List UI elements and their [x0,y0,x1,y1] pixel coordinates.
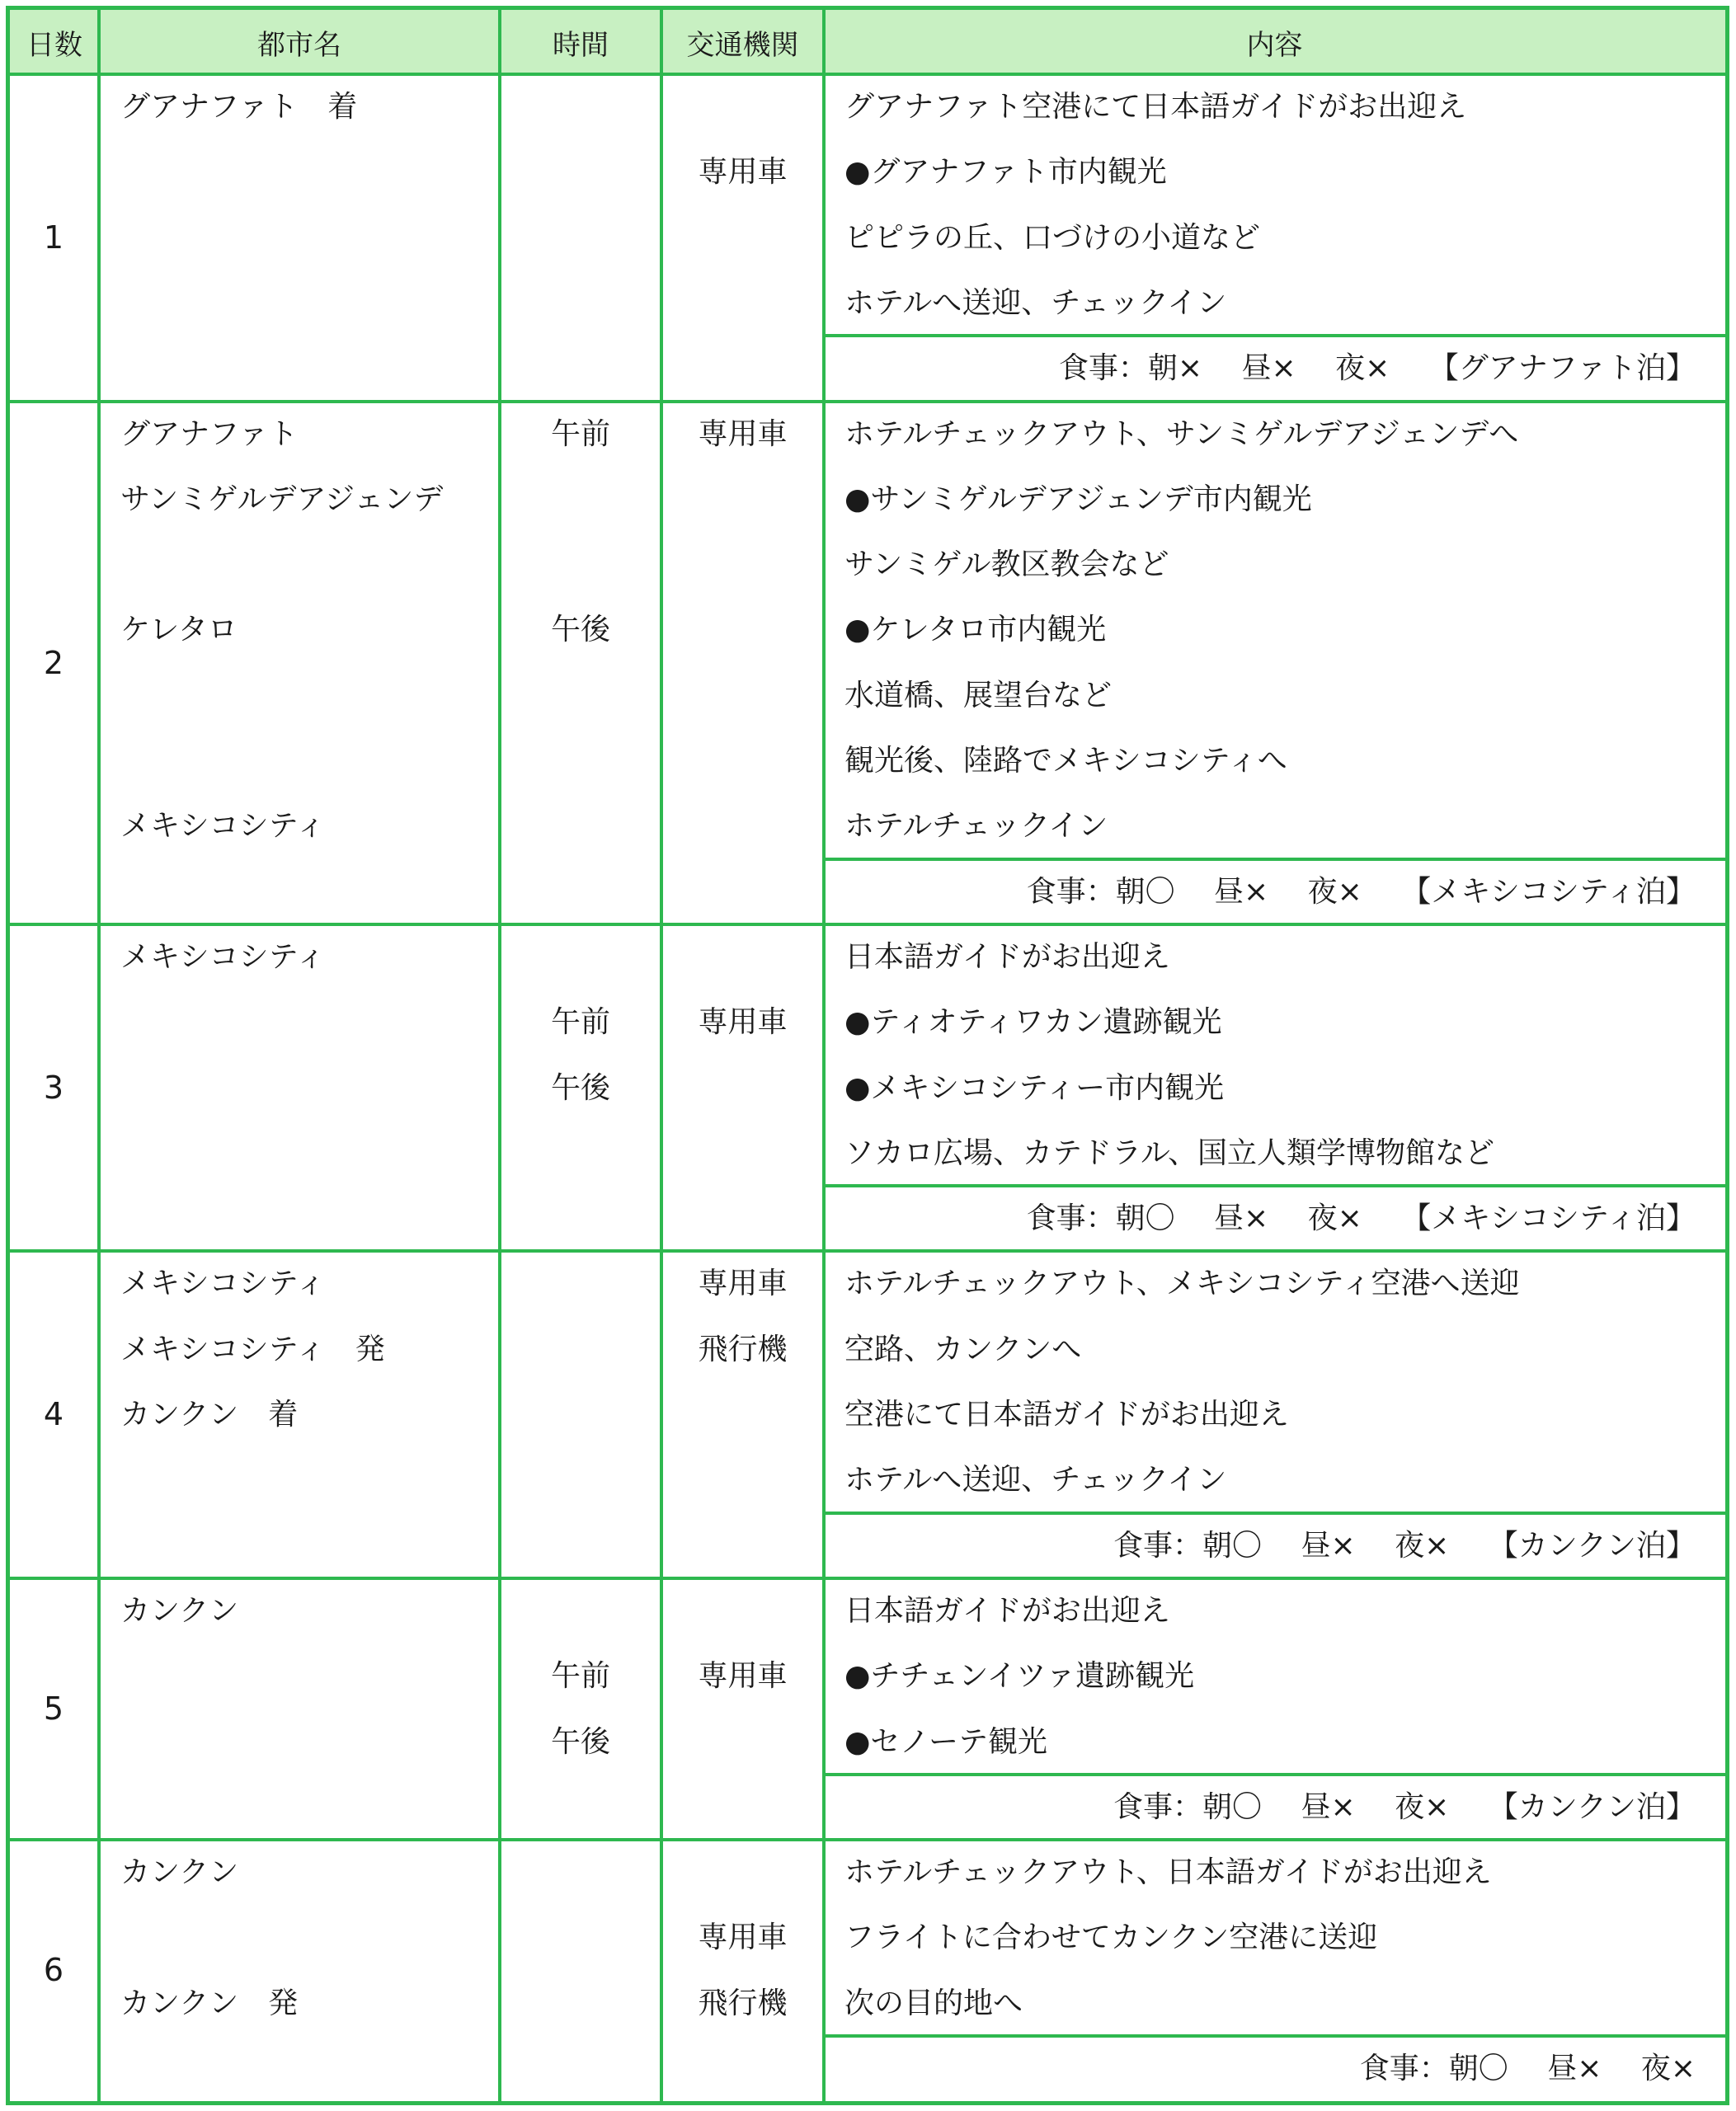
content-cell: ホテルチェックアウト、メキシコシティ空港へ送迎 [844,1267,1520,1301]
meal-info: 食事：朝〇 昼× 夜× 【カンクン泊】 [1113,1528,1696,1563]
transport-cell: 飛行機 [698,1332,788,1366]
city-cell: グアナファト [120,416,299,451]
content-cell: 観光後、陸路でメキシコシティへ [844,744,1287,778]
content-cell: ホテルへ送迎、チェックイン [844,1463,1227,1497]
content-cell: ホテルチェックアウト、サンミゲルデアジェンデへ [844,416,1519,451]
column-divider [97,10,101,2101]
content-cell: ホテルへ送迎、チェックイン [844,285,1227,320]
city-cell: サンミゲルデアジェンデ [120,482,444,516]
time-cell: 午前 [550,416,610,451]
time-cell: 午後 [550,1070,610,1105]
time-cell: 午後 [550,613,610,647]
content-cell: ●ティオティワカン遺跡観光 [844,1005,1222,1040]
city-cell: カンクン 発 [120,1986,299,2020]
city-cell: メキシコシティ 発 [120,1332,385,1366]
day-number: 6 [43,1952,64,1989]
content-cell: ホテルチェックイン [844,809,1108,844]
city-cell: カンクン [120,1593,239,1628]
header-time: 時間 [500,10,661,74]
content-cell: 日本語ガイドがお出迎え [844,939,1170,974]
city-cell: メキシコシティ [120,1267,326,1301]
content-cell: フライトに合わせてカンクン空港に送迎 [844,1921,1378,1955]
transport-cell: 専用車 [698,1921,788,1955]
meal-info: 食事：朝〇 昼× 夜× 【メキシコシティ泊】 [1026,1201,1696,1236]
transport-cell: 専用車 [698,1005,788,1040]
day-number: 5 [43,1690,64,1727]
header-day: 日数 [10,10,99,74]
transport-cell: 専用車 [698,155,788,190]
content-cell: ●サンミゲルデアジェンデ市内観光 [844,482,1312,516]
header-city: 都市名 [99,10,500,74]
meal-info: 食事：朝〇 昼× 夜× 【カンクン泊】 [1113,1789,1696,1824]
time-cell: 午前 [550,1005,610,1040]
day-number: 3 [43,1069,64,1106]
content-cell: ●グアナファト市内観光 [844,155,1167,190]
content-cell: 日本語ガイドがお出迎え [844,1593,1170,1628]
city-cell: メキシコシティ [120,809,326,844]
content-cell: ●チチェンイツァ遺跡観光 [844,1659,1195,1694]
content-cell: ●ケレタロ市内観光 [844,613,1107,647]
transport-cell: 専用車 [698,1267,788,1301]
day-number: 2 [43,644,64,681]
city-cell: カンクン 着 [120,1398,299,1432]
day-number: 1 [43,219,64,256]
meal-info: 食事：朝× 昼× 夜× 【グアナファト泊】 [1058,351,1696,386]
time-cell: 午前 [550,1659,610,1694]
content-cell: 空港にて日本語ガイドがお出迎え [844,1398,1289,1432]
meal-info: 食事：朝〇 昼× 夜× [1359,2052,1696,2085]
content-cell: 水道橋、展望台など [844,678,1113,712]
day-number: 4 [43,1396,64,1433]
city-cell: グアナファト 着 [120,90,358,124]
header-content: 内容 [824,10,1725,74]
header-transport: 交通機関 [661,10,824,74]
content-cell: グアナファト空港にて日本語ガイドがお出迎え [844,90,1467,124]
transport-cell: 飛行機 [698,1986,788,2020]
transport-cell: 専用車 [698,1659,788,1694]
content-cell: ソカロ広場、カテドラル、国立人類学博物館など [844,1135,1495,1170]
column-divider [822,10,826,2101]
city-cell: カンクン [120,1855,239,1890]
city-cell: メキシコシティ [120,939,326,974]
content-cell: ●セノーテ観光 [844,1724,1047,1759]
content-cell: 次の目的地へ [844,1986,1023,2020]
meal-info: 食事：朝〇 昼× 夜× 【メキシコシティ泊】 [1026,874,1696,909]
content-cell: 空路、カンクンへ [844,1332,1082,1366]
transport-cell: 専用車 [698,416,788,451]
time-cell: 午後 [550,1724,610,1759]
content-cell: ピピラの丘、口づけの小道など [844,220,1261,255]
content-cell: サンミゲル教区教会など [844,548,1169,582]
itinerary-table [6,6,1729,2105]
content-cell: ホテルチェックアウト、日本語ガイドがお出迎え [844,1855,1492,1890]
city-cell: ケレタロ [120,613,238,647]
content-cell: ●メキシコシティー市内観光 [844,1070,1225,1105]
